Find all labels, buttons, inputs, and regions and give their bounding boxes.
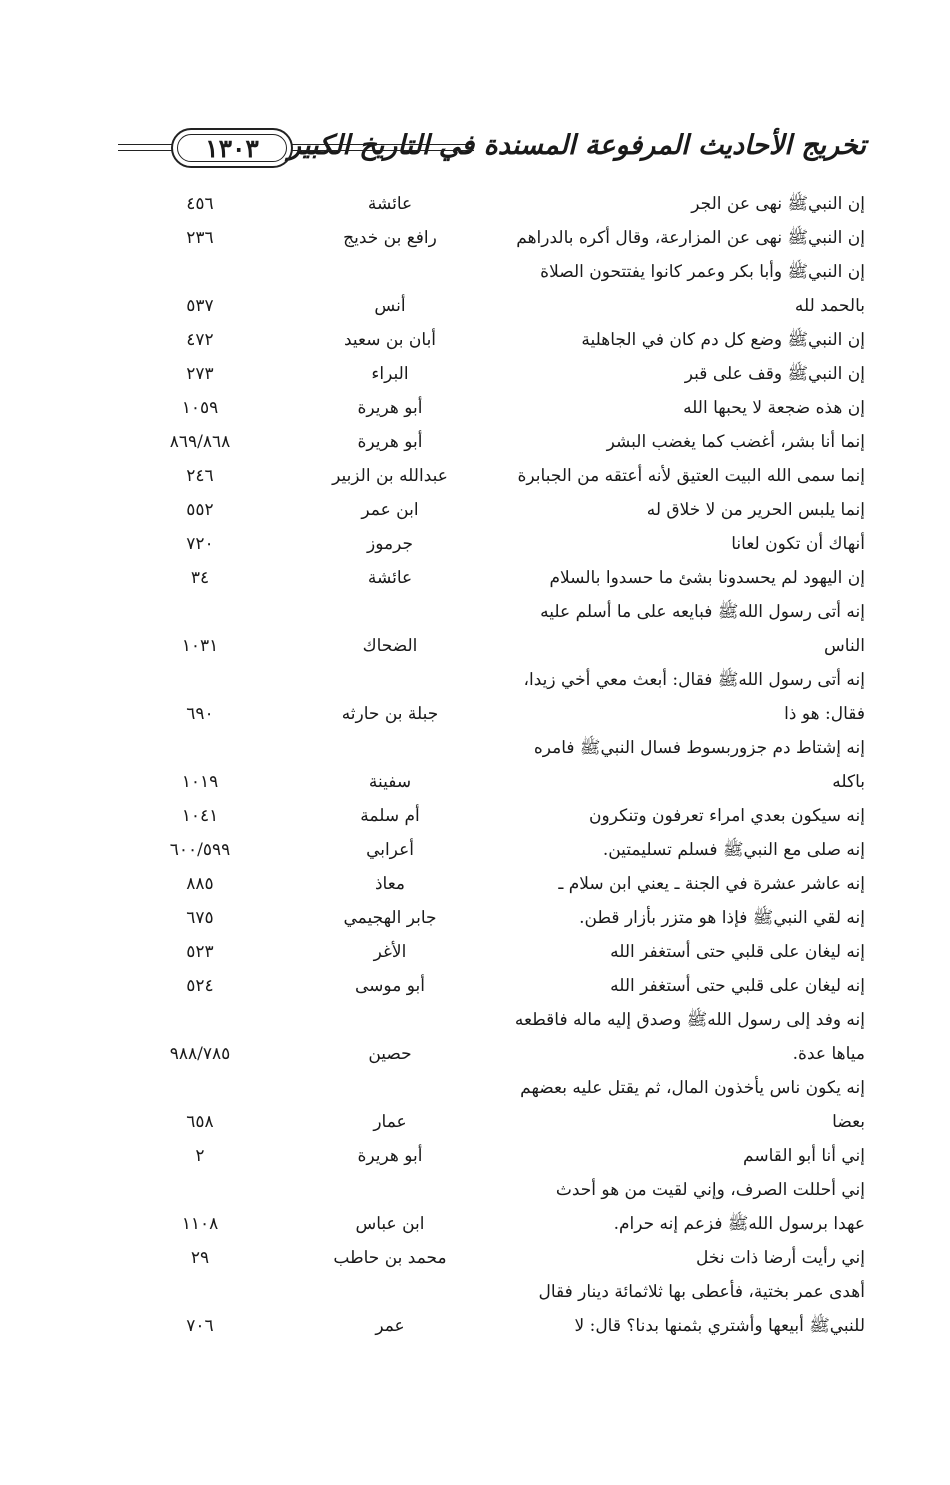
reference-number: ٦٠٠/٥٩٩	[169, 840, 231, 860]
table-row	[0, 1105, 950, 1139]
reference-number: ٦٧٥	[186, 908, 214, 928]
table-row	[0, 663, 950, 697]
hadith-text: إنما سمى الله البيت العتيق لأنه أعتقه من الجبابرة	[517, 466, 865, 486]
reference-number: ٢٧٣	[186, 364, 214, 384]
reference-number: ٧٠٦	[186, 1316, 214, 1336]
page-number: ١٣٠٣	[177, 134, 287, 162]
table-row	[0, 255, 950, 289]
hadith-text: إن النبيﷺ وقف على قبر	[684, 364, 865, 384]
table-row	[0, 731, 950, 765]
table-row	[0, 561, 950, 595]
hadith-text: بعضا	[832, 1112, 865, 1132]
narrator-name: أبو هريرة	[357, 432, 423, 452]
hadith-text: إنه عاشر عشرة في الجنة ـ يعني ابن سلام ـ	[558, 874, 865, 894]
reference-number: ١١٠٨	[181, 1214, 219, 1234]
hadith-text: إنه أتى رسول اللهﷺ فقال: أبعث معي أخي زيدا،	[523, 670, 865, 690]
hadith-text: إنه أتى رسول اللهﷺ فبايعه على ما أسلم عليه	[540, 602, 865, 622]
reference-number: ٥٥٢	[186, 500, 214, 520]
hadith-text: إني أنا أبو القاسم	[743, 1146, 865, 1166]
narrator-name: الضحاك	[362, 636, 418, 656]
hadith-text: مياها عدة.	[792, 1044, 865, 1064]
hadith-text: إنه سيكون بعدي امراء تعرفون وتنكرون	[589, 806, 865, 826]
narrator-name: ابن عباس	[355, 1214, 425, 1234]
narrator-name: أم سلمة	[360, 806, 420, 826]
table-row	[0, 697, 950, 731]
table-row	[0, 799, 950, 833]
reference-number: ١٠٤١	[181, 806, 219, 826]
table-row	[0, 187, 950, 221]
table-row	[0, 595, 950, 629]
header-rule-left	[118, 144, 172, 151]
header-rule-right	[291, 144, 474, 151]
reference-number: ٧٢٠	[186, 534, 214, 554]
table-row	[0, 901, 950, 935]
table-row	[0, 1037, 950, 1071]
table-row	[0, 833, 950, 867]
table-row	[0, 391, 950, 425]
narrator-name: جرموز	[367, 534, 413, 554]
narrator-name: أبان بن سعيد	[343, 330, 437, 350]
narrator-name: أعرابي	[366, 840, 414, 860]
hadith-text: إنه صلى مع النبيﷺ فسلم تسليمتين.	[602, 840, 865, 860]
reference-number: ٦٩٠	[186, 704, 214, 724]
table-row	[0, 1275, 950, 1309]
hadith-text: إنه إشتاط دم جزوربسوط فسال النبيﷺ فامره	[533, 738, 865, 758]
narrator-name: عمار	[373, 1112, 407, 1132]
table-row	[0, 425, 950, 459]
narrator-name: عائشة	[367, 568, 413, 588]
hadith-text: إنه ليغان على قلبي حتى أستغفر الله	[610, 976, 865, 996]
narrator-name: جبلة بن حارثه	[341, 704, 439, 724]
hadith-text: إن هذه ضجعة لا يحبها الله	[683, 398, 865, 418]
table-row	[0, 1173, 950, 1207]
hadith-text: إن النبيﷺ وأبا بكر وعمر كانوا يفتتحون الصلاة	[540, 262, 865, 282]
reference-number: ٥٢٣	[186, 942, 214, 962]
narrator-name: جابر الهجيمي	[343, 908, 437, 928]
narrator-name: عبدالله بن الزبير	[332, 466, 448, 486]
reference-number: ٤٧٢	[186, 330, 214, 350]
hadith-text: أنهاك أن تكون لعانا	[731, 534, 865, 554]
narrator-name: معاذ	[374, 874, 406, 894]
table-row	[0, 323, 950, 357]
reference-number: ٢٤٦	[186, 466, 214, 486]
book-title: تخريج الأحاديث المرفوعة المسندة في التاريخ الكبير	[288, 130, 866, 161]
hadith-text: إن اليهود لم يحسدونا بشئ ما حسدوا بالسلام	[549, 568, 865, 588]
table-row	[0, 1071, 950, 1105]
narrator-name: أبو هريرة	[357, 1146, 423, 1166]
hadith-text: أهدى عمر بختية، فأعطى بها ثلاثمائة دينار فقال	[538, 1282, 865, 1302]
reference-number: ٢	[195, 1146, 205, 1166]
hadith-text: بالحمد لله	[794, 296, 865, 316]
hadith-text: إنما يلبس الحرير من لا خلاق له	[646, 500, 865, 520]
table-row	[0, 357, 950, 391]
hadith-text: إن النبيﷺ نهى عن الجر	[691, 194, 865, 214]
narrator-name: أبو موسى	[355, 976, 425, 996]
hadith-text: باكله	[832, 772, 865, 792]
hadith-text: فقال: هو ذا	[784, 704, 865, 724]
narrator-name: حصين	[368, 1044, 412, 1064]
reference-number: ٥٣٧	[186, 296, 214, 316]
table-row	[0, 289, 950, 323]
hadith-text: إنما أنا بشر، أغضب كما يغضب البشر	[606, 432, 865, 452]
table-row	[0, 1003, 950, 1037]
table-row	[0, 935, 950, 969]
narrator-name: عمر	[375, 1316, 405, 1336]
hadith-text: إنه يكون ناس يأخذون المال، ثم يقتل عليه بعضهم	[520, 1078, 865, 1098]
reference-number: ١٠١٩	[181, 772, 219, 792]
hadith-text: إني أحللت الصرف، وإني لقيت من هو أحدث	[555, 1180, 865, 1200]
table-row	[0, 1241, 950, 1275]
narrator-name: ابن عمر	[361, 500, 419, 520]
page-number-badge	[171, 128, 293, 168]
narrator-name: أنس	[374, 296, 406, 316]
hadith-text: إني رأيت أرضا ذات نخل	[695, 1248, 865, 1268]
reference-number: ٨٨٥	[186, 874, 214, 894]
reference-number: ٦٥٨	[186, 1112, 214, 1132]
table-row	[0, 867, 950, 901]
hadith-text: الناس	[824, 636, 865, 656]
narrator-name: عائشة	[367, 194, 413, 214]
narrator-name: أبو هريرة	[357, 398, 423, 418]
page-header	[118, 128, 866, 168]
narrator-name: الأغر	[373, 942, 407, 962]
narrator-name: سفينة	[368, 772, 412, 792]
reference-number: ٩٨٨/٧٨٥	[169, 1044, 231, 1064]
table-row	[0, 969, 950, 1003]
table-row	[0, 527, 950, 561]
reference-number: ٥٢٤	[186, 976, 214, 996]
table-row	[0, 221, 950, 255]
table-row	[0, 765, 950, 799]
hadith-text: إنه لقي النبيﷺ فإذا هو متزر بأزار قطن.	[579, 908, 865, 928]
reference-number: ٤٥٦	[186, 194, 214, 214]
reference-number: ١٠٥٩	[181, 398, 219, 418]
reference-number: ٨٦٩/٨٦٨	[169, 432, 231, 452]
table-row	[0, 1139, 950, 1173]
hadith-text: إنه وفد إلى رسول اللهﷺ وصدق إليه ماله فاقطعه	[514, 1010, 865, 1030]
table-row	[0, 493, 950, 527]
table-row	[0, 1207, 950, 1241]
narrator-name: محمد بن حاطب	[333, 1248, 447, 1268]
narrator-name: البراء	[371, 364, 409, 384]
reference-number: ٢٣٦	[186, 228, 214, 248]
table-row	[0, 629, 950, 663]
reference-number: ٣٤	[190, 568, 210, 588]
hadith-text: إن النبيﷺ نهى عن المزارعة، وقال أكره بالدراهم	[516, 228, 865, 248]
hadith-text: إنه ليغان على قلبي حتى أستغفر الله	[610, 942, 865, 962]
reference-number: ٢٩	[190, 1248, 210, 1268]
hadith-text: للنبيﷺ أبيعها وأشتري بثمنها بدنا؟ قال: لا	[574, 1316, 865, 1336]
table-row	[0, 1309, 950, 1343]
hadith-text: إن النبيﷺ وضع كل دم كان في الجاهلية	[581, 330, 865, 350]
table-row	[0, 459, 950, 493]
narrator-name: رافع بن خديج	[343, 228, 437, 248]
hadith-text: عهدا برسول اللهﷺ فزعم إنه حرام.	[613, 1214, 865, 1234]
reference-number: ١٠٣١	[181, 636, 219, 656]
